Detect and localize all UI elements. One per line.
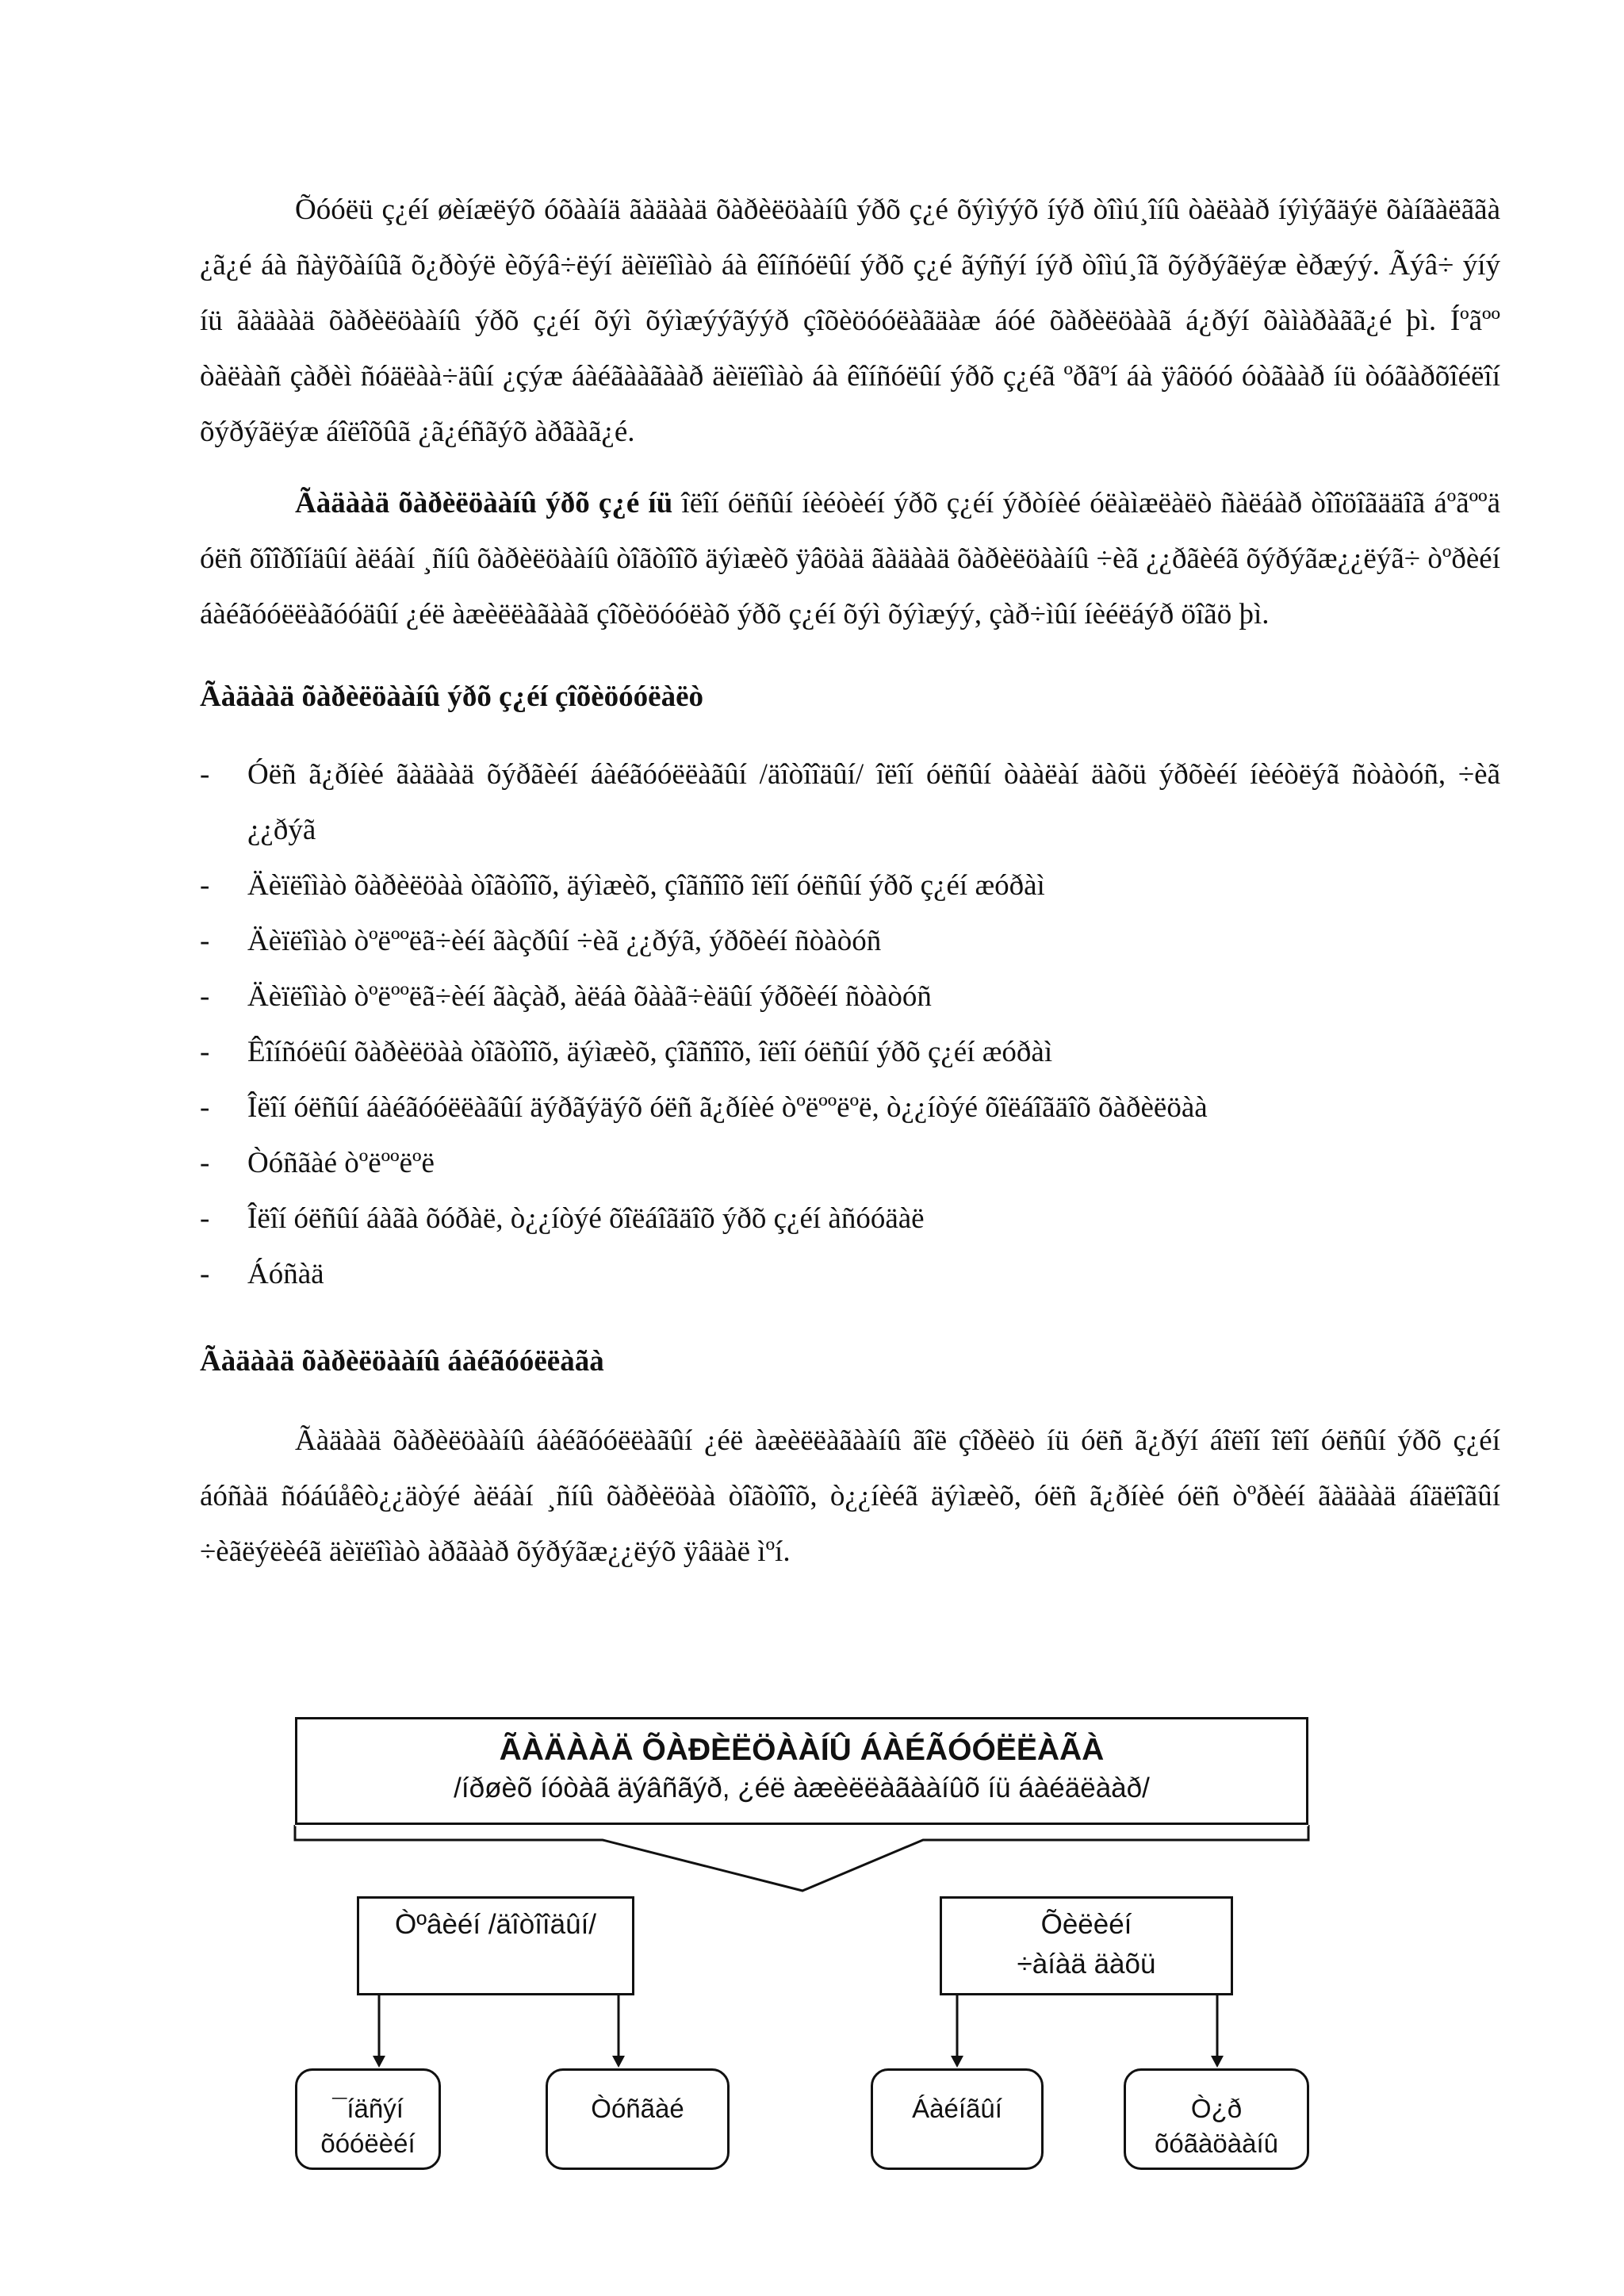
callout-arrow bbox=[295, 1825, 1308, 1891]
arrow-head bbox=[951, 2056, 963, 2068]
diagram-box-abroad bbox=[940, 1896, 1233, 1995]
definition-term: Ãàäààä õàðèëöààíû ýðõ ç¿é íü bbox=[295, 487, 673, 519]
diagram-leaf-constitutional bbox=[295, 2068, 441, 2170]
central-label: Òºâèéí /äîòîîäûí/ bbox=[394, 1909, 597, 1940]
abroad-label-line1: Õèëèéí bbox=[1040, 1909, 1132, 1940]
diagram-box-central bbox=[357, 1896, 634, 1995]
intro-paragraph: Õóóëü ç¿éí øèíæëýõ óõààíä ãàäààä õàðèëöààíû ýðõ ç¿é õýìýýõ íýð òîìú¸îíû òàëààð íýìýãäýë õàíãàëããà ¿ã¿é áà ñàÿõàíûã õ¿ðòýë èõýâ÷ëýí äèïëîìàò áà êîíñóëûí ýðõ ç¿é ãýñýí íýð òîìú¸îã õýðýãëýæ èðæýý. Ãýâ÷ ýíý íü ãàäààä õàðèëöààíû ýðõ ç¿éí õýì õýìæýýãýýð çîõèöóóëàãäàæ áóé õàðèëöààã á¿ðýí õàìàðàãã¿é þì. Íºãºº òàëààñ çàðèì ñóäëàà÷äûí ¿çýæ áàéãààãààð äèïëîìàò áà êîíñóëûí ýðõ ç¿éã ºðãºí áà ÿâöóó óòãààð íü òóãàðõîéëîí õýðýãëýæ áîëîõûã ¿ã¿éñãýõ àðãàã¿é. bbox=[200, 194, 1500, 448]
definition-text: îëîí óëñûí íèéòèéí ýðõ ç¿éí ýðòíèé óëàìæëàëò ñàëáàð òîîöîãääîã áºãººä óëñ õîîðîíäûí àëáàí ¸ñíû õàðèëöààíû òîãòîîõ äýìæèõ ÿâöàä ãàäààä õàðèëöààíû ÷èã ¿¿ðãèéã õýðýãæ¿¿ëýã÷ òºðèéí áàéãóóëëàãóóäûí ¿éë àæèëëàãààã çîõèöóóëàõ ýðõ ç¿éí õýì õýìæýý, çàð÷ìûí íèéëáýð öîãö þì. bbox=[200, 487, 1500, 631]
leaf-label: Áàéíãûí bbox=[912, 2094, 1002, 2123]
list-item: - Áóñàä bbox=[200, 1258, 324, 1290]
diagram-leaf-temporary bbox=[1124, 2068, 1309, 2170]
leaf-label: Òóñãàé bbox=[591, 2094, 684, 2123]
list-item: - Êîíñóëûí õàðèëöàà òîãòîîõ, äýìæèõ, çîãñîîõ, îëîí óëñûí ýðõ ç¿éí æóðàì bbox=[200, 1036, 1053, 1068]
leaf-label: õóãàöààíû bbox=[1155, 2129, 1278, 2158]
list-item: - Îëîí óëñûí áàéãóóëëàãûí äýðãýäýõ óëñ ã¿ðíèé òºëººëºë, ò¿¿íòýé õîëáîãäîõ õàðèëöàà bbox=[200, 1091, 1208, 1124]
list-item: - Äèïëîìàò òºëººëã÷èéí ãàçðûí ÷èã ¿¿ðýã, ýðõèéí ñòàòóñ bbox=[200, 925, 882, 957]
list-item: - Äèïëîìàò õàðèëöàà òîãòîîõ, äýìæèõ, çîãñîîõ îëîí óëñûí ýðõ ç¿éí æóðàì bbox=[200, 869, 1045, 902]
closing-paragraph: Ãàäààä õàðèëöààíû áàéãóóëëàãûí ¿éë àæèëëàãààíû ãîë çîðèëò íü óëñ ã¿ðýí áîëîí îëîí óëñûí ýðõ ç¿éí áóñàä ñóáúåêò¿¿äòýé àëáàí ¸ñíû õàðèëöàà òîãòîîõ, ò¿¿íèéã äýìæèõ, óëñ ã¿ðíèé óëñ òºðèéí ãàäààä áîäëîãûí ÷èãëýëèéã äèïëîìàò àðãààð õýðýãæ¿¿ëýõ ÿâäàë ìºí. bbox=[200, 1424, 1500, 1568]
arrow-head bbox=[373, 2056, 385, 2068]
sources-heading: Ãàäààä õàðèëöààíû ýðõ ç¿éí çîõèöóóëàëò bbox=[200, 680, 704, 713]
leaf-label: õóóëèéí bbox=[320, 2129, 416, 2158]
leaf-label: ¯íäñýí bbox=[332, 2094, 404, 2123]
diagram-subtitle: /íðøèõ íóòàã äýâñãýð, ¿éë àæèëëàãààíûõ íü áàéäëààð/ bbox=[454, 1773, 1150, 1803]
arrow-head bbox=[1211, 2056, 1224, 2068]
diagram-leaf-special bbox=[546, 2068, 730, 2170]
list-item: - Òóñãàé òºëººëºë bbox=[200, 1147, 435, 1179]
diagram-title: ÃÀÄÀÀÄ ÕÀÐÈËÖÀÀÍÛ ÁÀÉÃÓÓËËÀÃÀ bbox=[499, 1733, 1105, 1767]
abroad-label-line2: ÷àíàä äàõü bbox=[1017, 1949, 1156, 1980]
arrow-head bbox=[612, 2056, 625, 2068]
organs-heading: Ãàäààä õàðèëöààíû áàéãóóëëàãà bbox=[200, 1345, 604, 1378]
diagram-leaf-permanent bbox=[871, 2068, 1044, 2170]
list-item: - Óëñ ã¿ðíèé ãàäààä õýðãèéí áàéãóóëëàãûí /äîòîîäûí/ îëîí óëñûí òààëàí äàõü ýðõèéí íèéòëýã ñòàòóñ, ÷èã ¿¿ðýã bbox=[200, 758, 1500, 846]
leaf-label: Ò¿ð bbox=[1190, 2094, 1243, 2123]
list-item: - Äèïëîìàò òºëººëã÷èéí ãàçàð, àëáà õààã÷èäûí ýðõèéí ñòàòóñ bbox=[200, 980, 932, 1013]
list-item: - Îëîí óëñûí áàãà õóðàë, ò¿¿íòýé õîëáîãäîõ ýðõ ç¿éí àñóóäàë bbox=[200, 1202, 925, 1235]
diagram-top-box bbox=[295, 1717, 1308, 1825]
